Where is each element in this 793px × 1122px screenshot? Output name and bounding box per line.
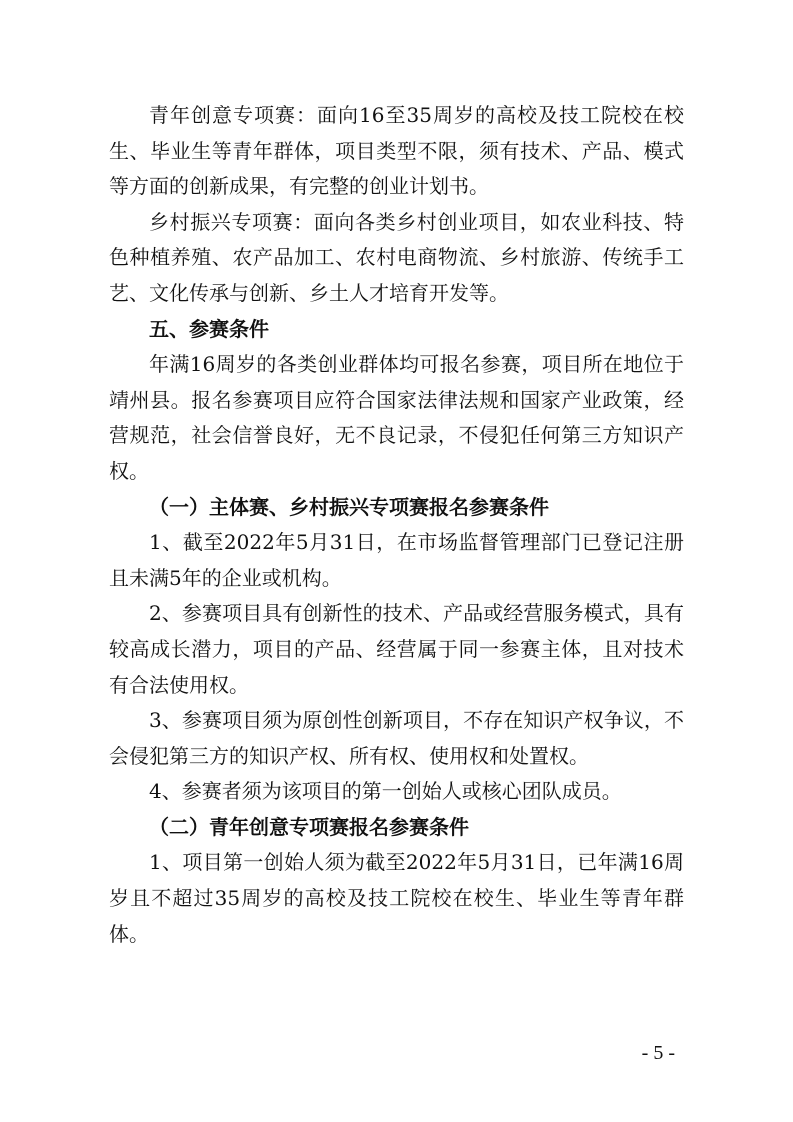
list-item-founder-requirement: 4、参赛者须为该项目的第一创始人或核心团队成员。: [149, 779, 622, 804]
paragraph-youth-creative-track: 青年创意专项赛：面向16至35周岁的高校及技工院校在校生、毕业生等青年群体，项目类型不限，须有技术、产品、模式等方面的创新成果，有完整的创业计划书。: [109, 103, 684, 199]
page-number: - 5 -: [641, 1042, 675, 1064]
paragraph-general-eligibility: 年满16周岁的各类创业群体均可报名参赛，项目所在地位于靖州县。报名参赛项目应符合国家法律法规和国家产业政策，经营规范，社会信誉良好，无不良记录，不侵犯任何第三方知识产权。: [109, 352, 684, 483]
paragraph-rural-revitalization-track: 乡村振兴专项赛：面向各类乡村创业项目，如农业科技、特色种植养殖、农产品加工、农村电商物流、乡村旅游、传统手工艺、文化传承与创新、乡土人才培育开发等。: [109, 209, 684, 305]
list-item-registration-deadline: 1、截至2022年5月31日，在市场监督管理部门已登记注册且未满5年的企业或机构。: [109, 530, 684, 590]
subheading-youth-creative-conditions: （二）青年创意专项赛报名参赛条件: [149, 814, 469, 839]
list-item-innovation-requirement: 2、参赛项目具有创新性的技术、产品或经营服务模式，具有较高成长潜力，项目的产品、经营属于同一参赛主体，且对技术有合法使用权。: [109, 601, 684, 697]
list-item-founder-age-requirement: 1、项目第一创始人须为截至2022年5月31日，已年满16周岁且不超过35周岁的高校及技工院校在校生、毕业生等青年群体。: [109, 850, 684, 946]
subheading-main-and-rural-conditions: （一）主体赛、乡村振兴专项赛报名参赛条件: [149, 494, 549, 519]
document-body: [109, 98, 684, 952]
list-item-originality-requirement: 3、参赛项目须为原创性创新项目，不存在知识产权争议，不会侵犯第三方的知识产权、所有权、使用权和处置权。: [109, 708, 684, 768]
section-heading-participation-conditions: 五、参赛条件: [149, 316, 269, 341]
